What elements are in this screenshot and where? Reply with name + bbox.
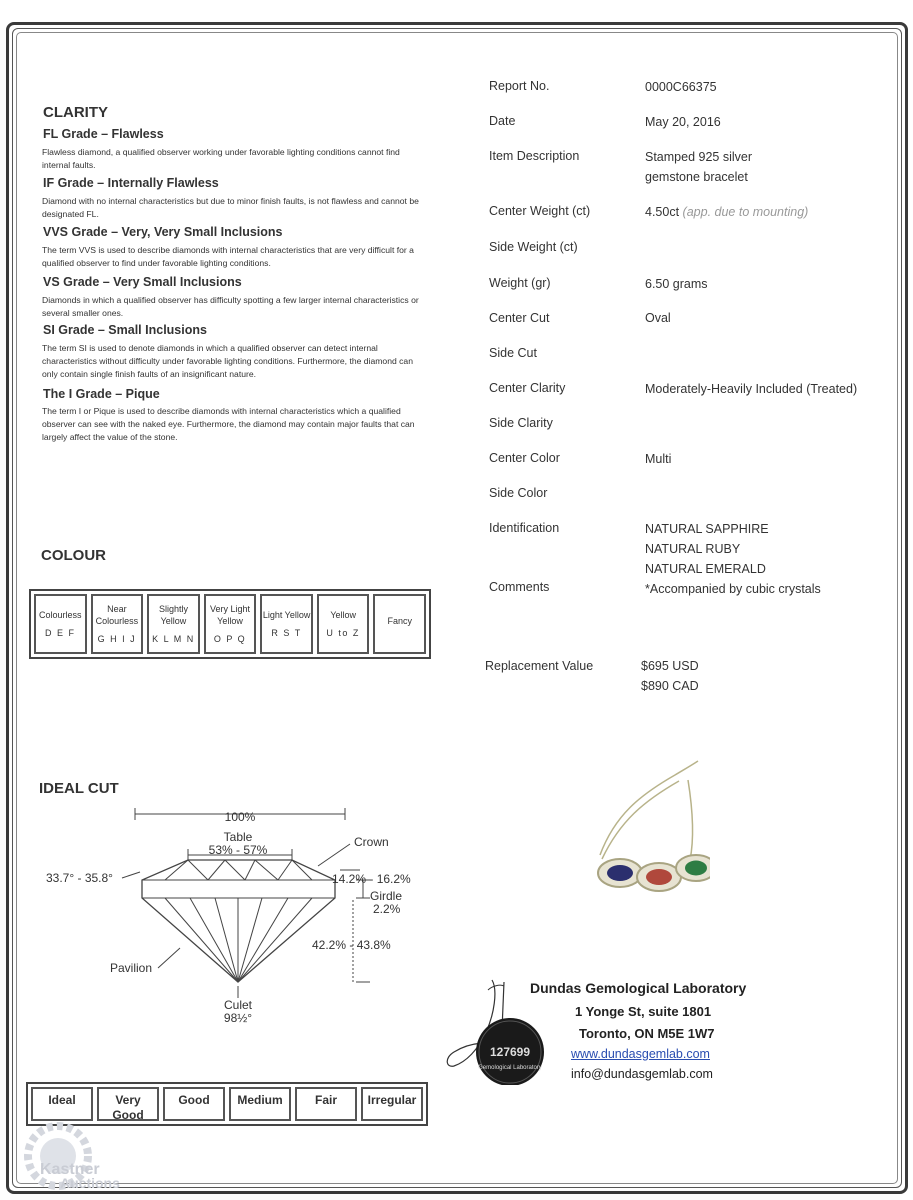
grade-desc-i: The term I or Pique is used to describe diamonds with internal characteristics which a qualified observer can see with the naked eye. Furthermore, the diamond may contain major faults that can largely affect the value of the stone. [42, 406, 415, 442]
identification-line-2: NATURAL RUBY [645, 542, 741, 556]
cut-grade-cell: Medium [229, 1087, 291, 1121]
field-label-report-no: Report No. [489, 79, 550, 93]
colour-heading: COLOUR [41, 547, 106, 564]
grade-desc-vvs: The term VVS is used to describe diamonds with internal characteristics that are very difficult for a qualified observer to find under favorable lighting conditions. [42, 245, 414, 268]
field-value-center-clarity: Moderately-Heavily Included (Treated) [645, 382, 858, 396]
field-value-weight-gr: 6.50 grams [645, 277, 708, 291]
lab-email: info@dundasgemlab.com [571, 1067, 713, 1081]
field-value-report-no: 0000C66375 [645, 80, 717, 94]
identification-line-3: NATURAL EMERALD [645, 562, 766, 576]
field-label-center-color: Center Color [489, 451, 560, 465]
field-label-side-weight: Side Weight (ct) [489, 240, 578, 254]
replacement-value-cad: $890 CAD [641, 679, 699, 693]
field-value-date: May 20, 2016 [645, 115, 721, 129]
diamond-proportions-diagram [40, 800, 440, 1030]
colour-cell-grades: D E F [45, 628, 76, 638]
colour-cell-name: Very Light Yellow [210, 604, 251, 626]
cut-grade-cell: Fair [295, 1087, 357, 1121]
colour-cell-name: Yellow [330, 610, 357, 620]
label-pavilion-depth: 42.2% - 43.8% [312, 938, 391, 952]
colour-cell [204, 594, 257, 654]
field-label-side-clarity: Side Clarity [489, 416, 553, 430]
colour-cell-grades: G H I J [97, 634, 137, 644]
field-value-identification [645, 519, 769, 579]
seal-text: Gemological Laboratory [478, 1065, 542, 1071]
label-culet-value: 98½° [223, 1011, 253, 1025]
field-label-center-cut: Center Cut [489, 311, 550, 325]
grade-title-vvs: VVS Grade – Very, Very Small Inclusions [43, 225, 283, 239]
grade-desc-vs: Diamonds in which a qualified observer has difficulty spotting a few larger internal characteristics or several smaller ones. [42, 295, 419, 318]
seal-number: 127699 [489, 1045, 531, 1059]
field-label-center-clarity: Center Clarity [489, 381, 566, 395]
colour-cell [91, 594, 144, 654]
field-label-side-cut: Side Cut [489, 346, 537, 360]
cut-grade-cell: Irregular [361, 1087, 423, 1121]
label-crown: Crown [354, 835, 389, 849]
field-value-replacement-value [641, 656, 699, 696]
colour-cell-grades: U to Z [326, 628, 360, 638]
colour-scale-table [29, 589, 431, 659]
colour-cell-grades: O P Q [213, 634, 247, 644]
grade-title-fl: FL Grade – Flawless [43, 127, 164, 141]
grade-desc-fl: Flawless diamond, a qualified observer working under favorable lighting conditions cannot find internal faults. [42, 147, 400, 170]
colour-cell-name: Colourless [39, 610, 82, 620]
colour-cell-name: Light Yellow [262, 610, 311, 620]
identification-line-1: NATURAL SAPPHIRE [645, 522, 769, 536]
colour-cell [373, 594, 426, 654]
colour-cell [34, 594, 87, 654]
field-label-center-weight: Center Weight (ct) [489, 204, 591, 218]
center-weight-note: (app. due to mounting) [682, 205, 809, 219]
label-crown-angle: 33.7° - 35.8° [46, 871, 113, 885]
field-label-comments: Comments [489, 580, 550, 594]
center-weight-value: 4.50ct [645, 205, 680, 219]
field-label-side-color: Side Color [489, 486, 548, 500]
lab-address-line-1: 1 Yonge St, suite 1801 [575, 1004, 712, 1019]
lab-name: Dundas Gemological Laboratory [530, 980, 747, 996]
label-table: Table [223, 830, 253, 844]
field-value-comments: *Accompanied by cubic crystals [645, 582, 821, 596]
grade-title-vs: VS Grade – Very Small Inclusions [43, 275, 242, 289]
label-pavilion: Pavilion [110, 961, 153, 975]
label-width: 100% [224, 810, 256, 824]
watermark-line-2: Auctions [60, 1175, 120, 1191]
colour-cell [260, 594, 313, 654]
field-label-weight-gr: Weight (gr) [489, 276, 551, 290]
cut-grade-cell: Good [163, 1087, 225, 1121]
field-label-identification: Identification [489, 521, 560, 535]
label-table-range: 53% - 57% [208, 843, 268, 857]
cut-grade-cell: Ideal [31, 1087, 93, 1121]
clarity-heading: CLARITY [43, 104, 108, 121]
ideal-cut-heading: IDEAL CUT [39, 780, 119, 797]
colour-cell [317, 594, 370, 654]
colour-cell-grades: K L M N [152, 634, 195, 644]
grade-title-si: SI Grade – Small Inclusions [43, 323, 207, 337]
field-label-date: Date [489, 114, 516, 128]
lab-address-line-2: Toronto, ON M5E 1W7 [579, 1026, 715, 1041]
colour-cell-name: Slightly Yellow [158, 604, 188, 626]
field-value-center-color: Multi [645, 452, 672, 466]
grade-title-i: The I Grade – Pique [43, 387, 160, 401]
field-value-item-description [645, 147, 752, 187]
field-label-replacement-value: Replacement Value [485, 659, 594, 673]
label-girdle-value: 2.2% [373, 902, 401, 916]
grade-desc-if: Diamond with no internal characteristics but due to minor finish faults, is not flawless and cannot be designated FL. [42, 196, 419, 219]
label-culet: Culet [223, 998, 253, 1012]
field-label-item-description: Item Description [489, 149, 580, 163]
cut-grade-cell: Very Good [97, 1087, 159, 1121]
bracelet-photo [580, 755, 710, 905]
colour-cell-grades: R S T [271, 628, 302, 638]
grade-desc-si: The term SI is used to denote diamonds in which a qualified observer can detect internal characteristics without difficulty under favorable lighting conditions. Furthermore, the diamond can only contain single finish faults of an insignificant nature. [42, 343, 413, 379]
lab-website-link[interactable]: www.dundasgemlab.com [571, 1047, 710, 1061]
item-description-line-2: gemstone bracelet [645, 170, 748, 184]
item-description-line-1: Stamped 925 silver [645, 150, 753, 164]
field-value-center-weight [645, 202, 808, 222]
watermark-line-1: Kastner [40, 1161, 100, 1178]
grade-title-if: IF Grade – Internally Flawless [43, 176, 219, 190]
field-value-center-cut: Oval [645, 311, 671, 325]
label-crown-height: 14.2% - 16.2% [332, 872, 411, 886]
replacement-value-usd: $695 USD [641, 659, 699, 673]
label-girdle: Girdle [370, 889, 403, 903]
colour-cell-name: Fancy [387, 616, 413, 626]
kastner-auctions-watermark [18, 1112, 148, 1194]
colour-cell-name: Near Colourless [95, 604, 139, 626]
colour-cell [147, 594, 200, 654]
